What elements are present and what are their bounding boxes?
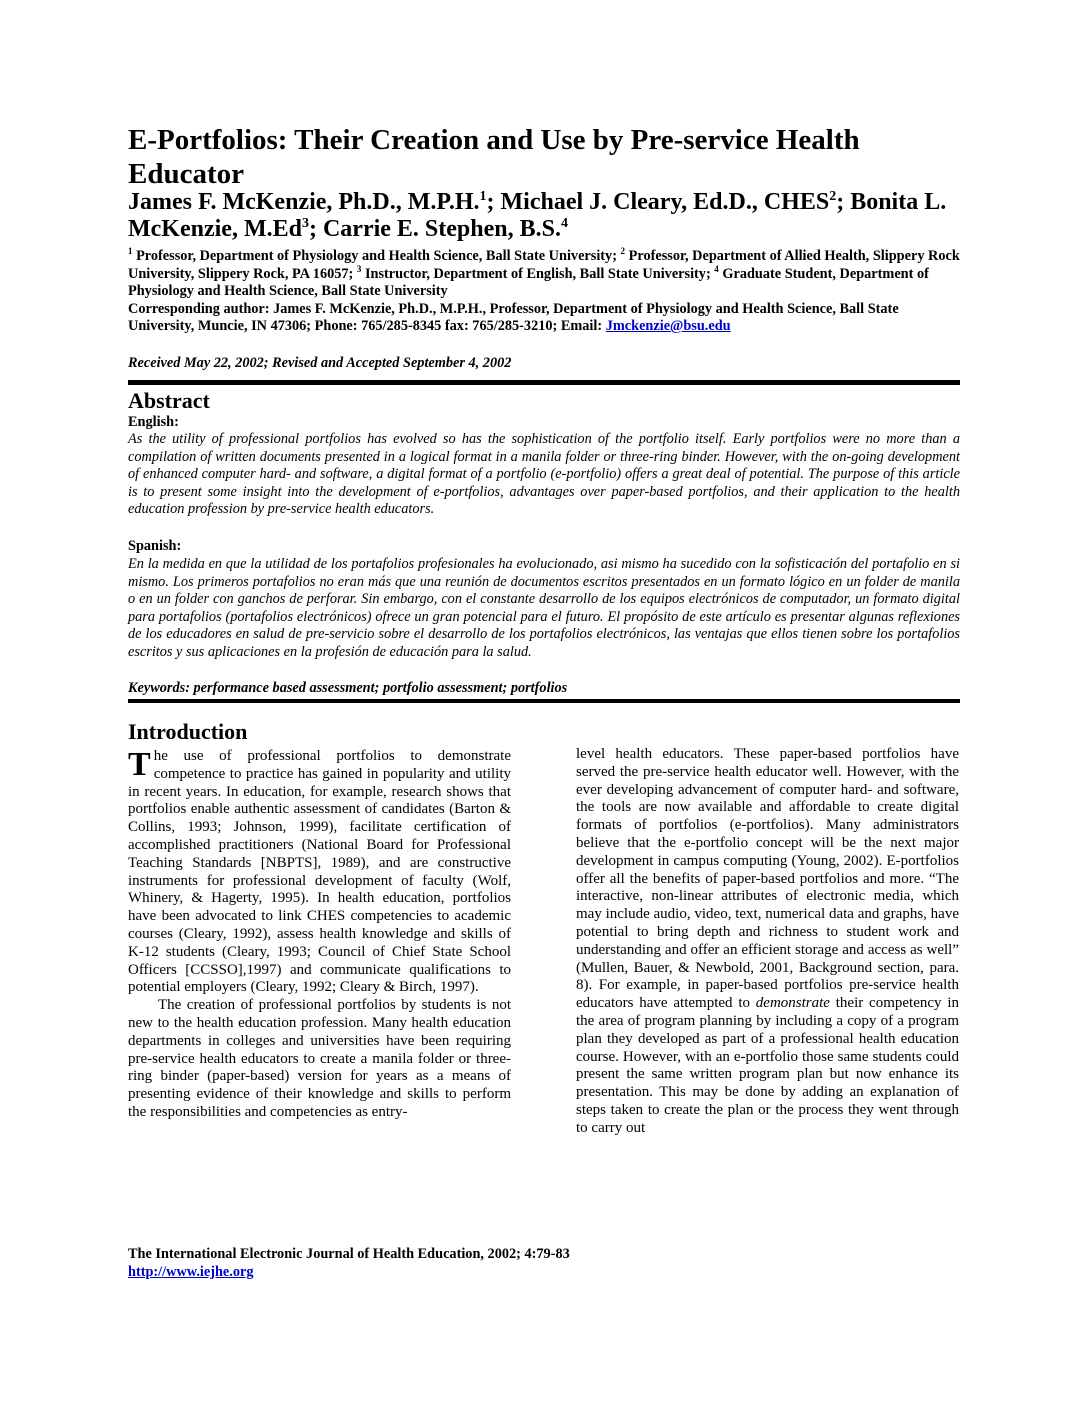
left-column — [128, 748, 511, 1122]
intro-paragraph-2: The creation of professional portfolios by students is not new to the health education profession. Many health education departments in colleges and universities have been requiring pre-service health educators to create a manila folder or three-ring binder (paper-based) version for years as a means of presenting evidence of their knowledge and skills to perform the responsibilities and competencies as entry- — [128, 997, 511, 1120]
journal-url-link[interactable]: http://www.iejhe.org — [128, 1264, 254, 1280]
journal-citation: The International Electronic Journal of Health Education, 2002; 4:79-83 — [128, 1246, 570, 1262]
author-3: Bonita L. McKenzie, M.Ed$^3$; — [128, 189, 947, 242]
introduction-heading: Introduction — [128, 719, 248, 744]
author-list — [128, 189, 968, 243]
drop-cap: T — [128, 746, 151, 783]
author-4: Carrie E. Stephen, B.S.$^4$ — [322, 216, 568, 242]
paper-title: E-Portfolios: Their Creation and Use by Pre-service Health Educator — [128, 124, 860, 190]
intro-paragraph-1: The use of professional portfolios to demonstrate competence to practice has gained in popularity and utility in recent years. In education, for example, research shows that portfolios enable authentic assessment of candidates (Barton & Collins, 1993; Johnson, 1999), facilitate certification of accomplished practitioners (National Board for Professional Teaching Standards [NBPTS], 1989), and are constructive instruments for professional development of faculty (Wolf, Whinery, & Hagerty, 1995). In health education, portfolios have been advocated to link CHES competencies to academic courses (Cleary, 1992), assess health knowledge and skills of K-12 students (Cleary, 1993; Council of Chief State School Officers [CCSSO],1997) and communicate qualifications to potential employers (Cleary, 1992; Cleary & Birch, 1997). — [128, 746, 511, 996]
journal-footer — [128, 1245, 828, 1281]
header-divider — [128, 380, 960, 385]
email-link[interactable]: Jmckenzie@bsu.edu — [605, 318, 731, 334]
english-abstract: As the utility of professional portfolios has evolved so has the sophistication of the portfolio itself. Early portfolios were no more than a compilation of written documents presented in a logical format in a manila folder or three-ring binder. However, with the on-going development of enhanced computer hard- and software, a digital format of a portfolio (e-portfolio) offers a great deal of potential. The purpose of this article is to present some insight into the development of e-portfolios, advantages over paper-based portfolios, and their application to the health education profession by pre-service health educators. — [128, 431, 960, 518]
received-dates: Received May 22, 2002; Revised and Accepted September 4, 2002 — [128, 355, 512, 371]
spanish-abstract: En la medida en que la utilidad de los portafolios profesionales ha evolucionado, asi mismo ha sucedido con la sofisticación del portafolio en si mismo. Los primeros portafolios no eran más que una reunión de documentos escritos presentados en un formato lógico en un folder de manila o en un folder con ganchos de perforar. Sin embargo, con el constante desarrollo de los equipos electrónicos de computador, un formato digital para portafolios (portafolios electrónicos) ofrece un gran potencial para el futuro. El propósito de este artículo es presentar algunas reflexiones de los educadores en salud de pre-servicio sobre el desarrollo de los portafolios electrónicos, las ventajas que ellos tienen sobre los portafolios escritos y sus aplicaciones en la profesión de educación para la salud. — [128, 556, 960, 660]
abstract-heading: Abstract — [128, 388, 210, 413]
affiliations: $^1$ Professor, Department of Physiology and Health Science, Ball State University; $^2$ Professor, Department of Allied Health, Slippery Rock University, Slippery Rock, PA 16057; $^3$ Instructor, Department of English, Ball State University; $^4$ Graduate Student, Department of Physiology and Health Science, Ball State University Corresponding author: James F. McKenzie, Ph.D., M.P.H., Professor, Department of Physiology and Health Science, Ball State University, Muncie, IN 47306; Phone: 765/285-8345 fax: 765/285-3210; Email: Jmckenzie@bsu.edu — [128, 246, 960, 334]
spanish-label: Spanish: — [128, 538, 182, 554]
right-column — [576, 746, 959, 1138]
abstract-divider — [128, 699, 960, 703]
author-1: James F. McKenzie, Ph.D., M.P.H.$^1$; — [128, 189, 501, 215]
corresponding-author: Corresponding author: James F. McKenzie, Ph.D., M.P.H., Professor, Department of Physiology and Health Science, Ball State University, Muncie, IN 47306; Phone: 765/285-8345 fax: 765/285-3210; Email: — [128, 300, 899, 334]
intro-paragraph-3: level health educators. These paper-based portfolios have served the pre-service health educator well. However, with the ever developing advancement of computer hard- and software, the tools are now available and affordable to create digital formats of portfolios (e-portfolios). Many administrators believe that the e-portfolio concept will be the next major development in campus computing (Young, 2002). E-portfolios offer all the benefits of paper-based portfolios and more. “The interactive, non-linear attributes of electronic media, which may include audio, video, text, numerical data and graphs, have potential to bring depth and richness to student work and understanding and offer an efficient storage and access as well” (Mullen, Bauer, & Newbold, 2001, Background section, para. 8). For example, in paper-based portfolios pre-service health educators have attempted to demonstrate their competency in the area of program planning by including a copy of a program plan they developed as part of a professional health education course. However, with an e-portfolio those same students could present the same written program plan but now enhance its presentation. This may be done by adding an explanation of steps taken to create the plan or the process they went through to carry out — [576, 746, 959, 1136]
author-2: Michael J. Cleary, Ed.D., CHES$^2$; — [500, 189, 851, 215]
keywords: Keywords: performance based assessment; portfolio assessment; portfolios — [128, 680, 568, 696]
english-label: English: — [128, 414, 179, 430]
